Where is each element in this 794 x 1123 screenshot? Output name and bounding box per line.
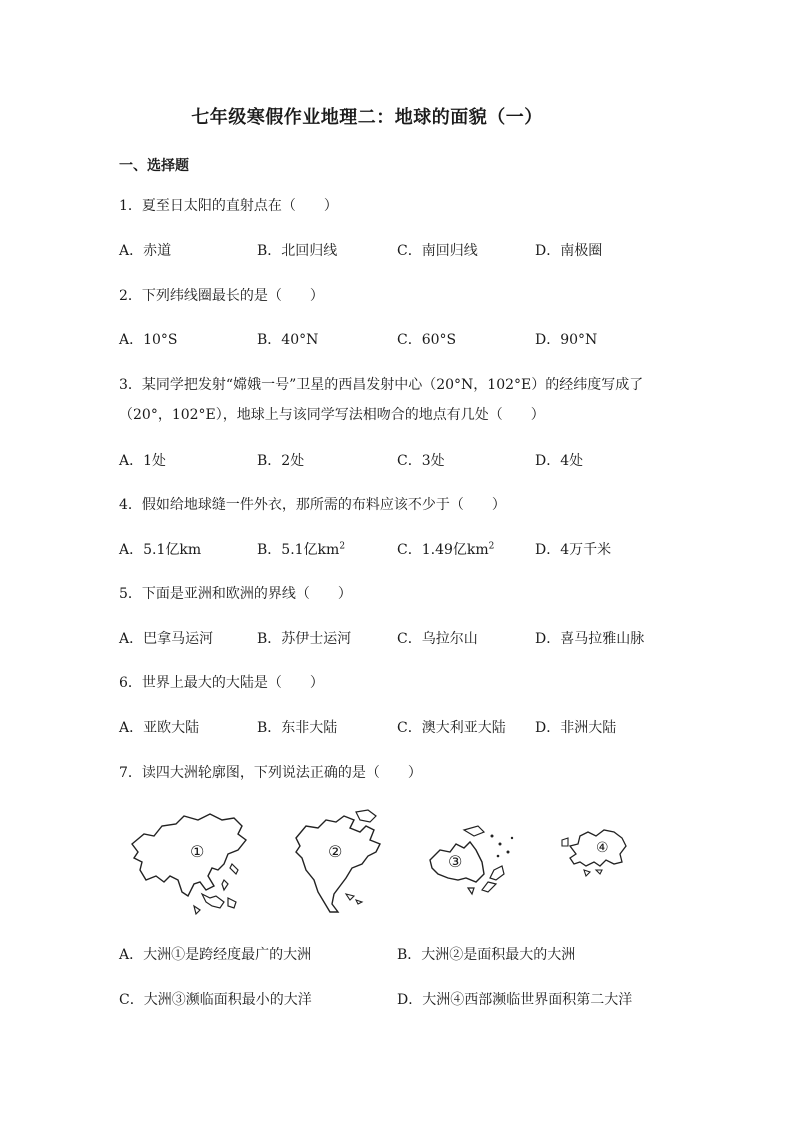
q1-option-a[interactable]: A．赤道: [119, 243, 172, 259]
q4-option-a[interactable]: [119, 539, 201, 559]
q2-option-b[interactable]: B．40°N: [257, 332, 319, 348]
map-asia: [124, 810, 254, 922]
q4-option-b-text: B．5.1亿km: [257, 542, 340, 558]
q1-option-b[interactable]: B．北回归线: [257, 243, 338, 259]
map-europe: [560, 822, 632, 882]
q4-option-d[interactable]: [535, 539, 611, 559]
q4-option-a-text: A．5.1亿km: [119, 542, 202, 558]
map-label-2: ②: [328, 842, 343, 861]
map-label-4: ④: [596, 840, 609, 856]
question-6-stem: 6．世界上最大的大陆是（ ）: [119, 675, 324, 691]
page-title: 七年级寒假作业地理二：地球的面貌（一）: [191, 107, 543, 128]
question-3-stem-line2: （20°，102°E），地球上与该同学写法相吻合的地点有几处（ ）: [119, 407, 545, 423]
question-3-stem: 3．某同学把发射“嫦娥一号”卫星的西昌发射中心（20°N，102°E）的经纬度写成了: [119, 377, 644, 393]
q3-option-b[interactable]: B．2处: [257, 453, 305, 469]
q3-option-a[interactable]: A．1处: [119, 453, 167, 469]
q5-option-c[interactable]: C．乌拉尔山: [397, 631, 478, 647]
q4-option-c-exponent: 2: [488, 541, 495, 552]
question-5-stem: 5．下面是亚洲和欧洲的界线（ ）: [119, 586, 352, 602]
q3-option-c[interactable]: C．3处: [397, 453, 445, 469]
question-7-stem: 7．读四大洲轮廓图，下列说法正确的是（ ）: [119, 765, 422, 781]
q5-option-d[interactable]: D．喜马拉雅山脉: [535, 631, 645, 647]
q1-option-c[interactable]: C．南回归线: [397, 243, 478, 259]
section-heading: 一、选择题: [119, 158, 189, 174]
question-2-stem: 2．下列纬线圈最长的是（ ）: [119, 288, 324, 304]
q7-option-d[interactable]: D．大洲④西部濒临世界面积第二大洋: [397, 992, 633, 1008]
q6-option-a[interactable]: A．亚欧大陆: [119, 720, 200, 736]
q4-option-d-text: D．4万千米: [535, 542, 612, 558]
q7-option-b[interactable]: B．大洲②是面积最大的大洲: [397, 947, 576, 963]
q6-option-b[interactable]: B．东非大陆: [257, 720, 338, 736]
q6-option-d[interactable]: D．非洲大陆: [535, 720, 617, 736]
map-north-america: [290, 808, 390, 920]
map-label-3: ③: [448, 852, 463, 871]
q4-option-b-exponent: 2: [339, 541, 346, 552]
q5-option-a[interactable]: A．巴拿马运河: [119, 631, 214, 647]
q5-option-b[interactable]: B．苏伊士运河: [257, 631, 352, 647]
q2-option-a[interactable]: A．10°S: [119, 332, 178, 348]
question-4-stem: 4．假如给地球缝一件外衣，那所需的布料应该不少于（ ）: [119, 497, 506, 513]
map-oceania: [424, 822, 520, 906]
question-1-stem: 1．夏至日太阳的直射点在（ ）: [119, 198, 338, 214]
q4-option-c[interactable]: [397, 539, 494, 559]
q1-option-d[interactable]: D．南极圈: [535, 243, 603, 259]
map-label-1: ①: [190, 842, 205, 861]
q4-option-b[interactable]: [257, 539, 345, 559]
q2-option-c[interactable]: C．60°S: [397, 332, 457, 348]
q3-option-d[interactable]: D．4处: [535, 453, 584, 469]
q6-option-c[interactable]: C．澳大利亚大陆: [397, 720, 506, 736]
q7-option-a[interactable]: A．大洲①是跨经度最广的大洲: [119, 947, 312, 963]
q7-option-c[interactable]: C．大洲③濒临面积最小的大洋: [119, 992, 312, 1008]
q2-option-d[interactable]: D．90°N: [535, 332, 598, 348]
q4-option-c-text: C．1.49亿km: [397, 542, 489, 558]
